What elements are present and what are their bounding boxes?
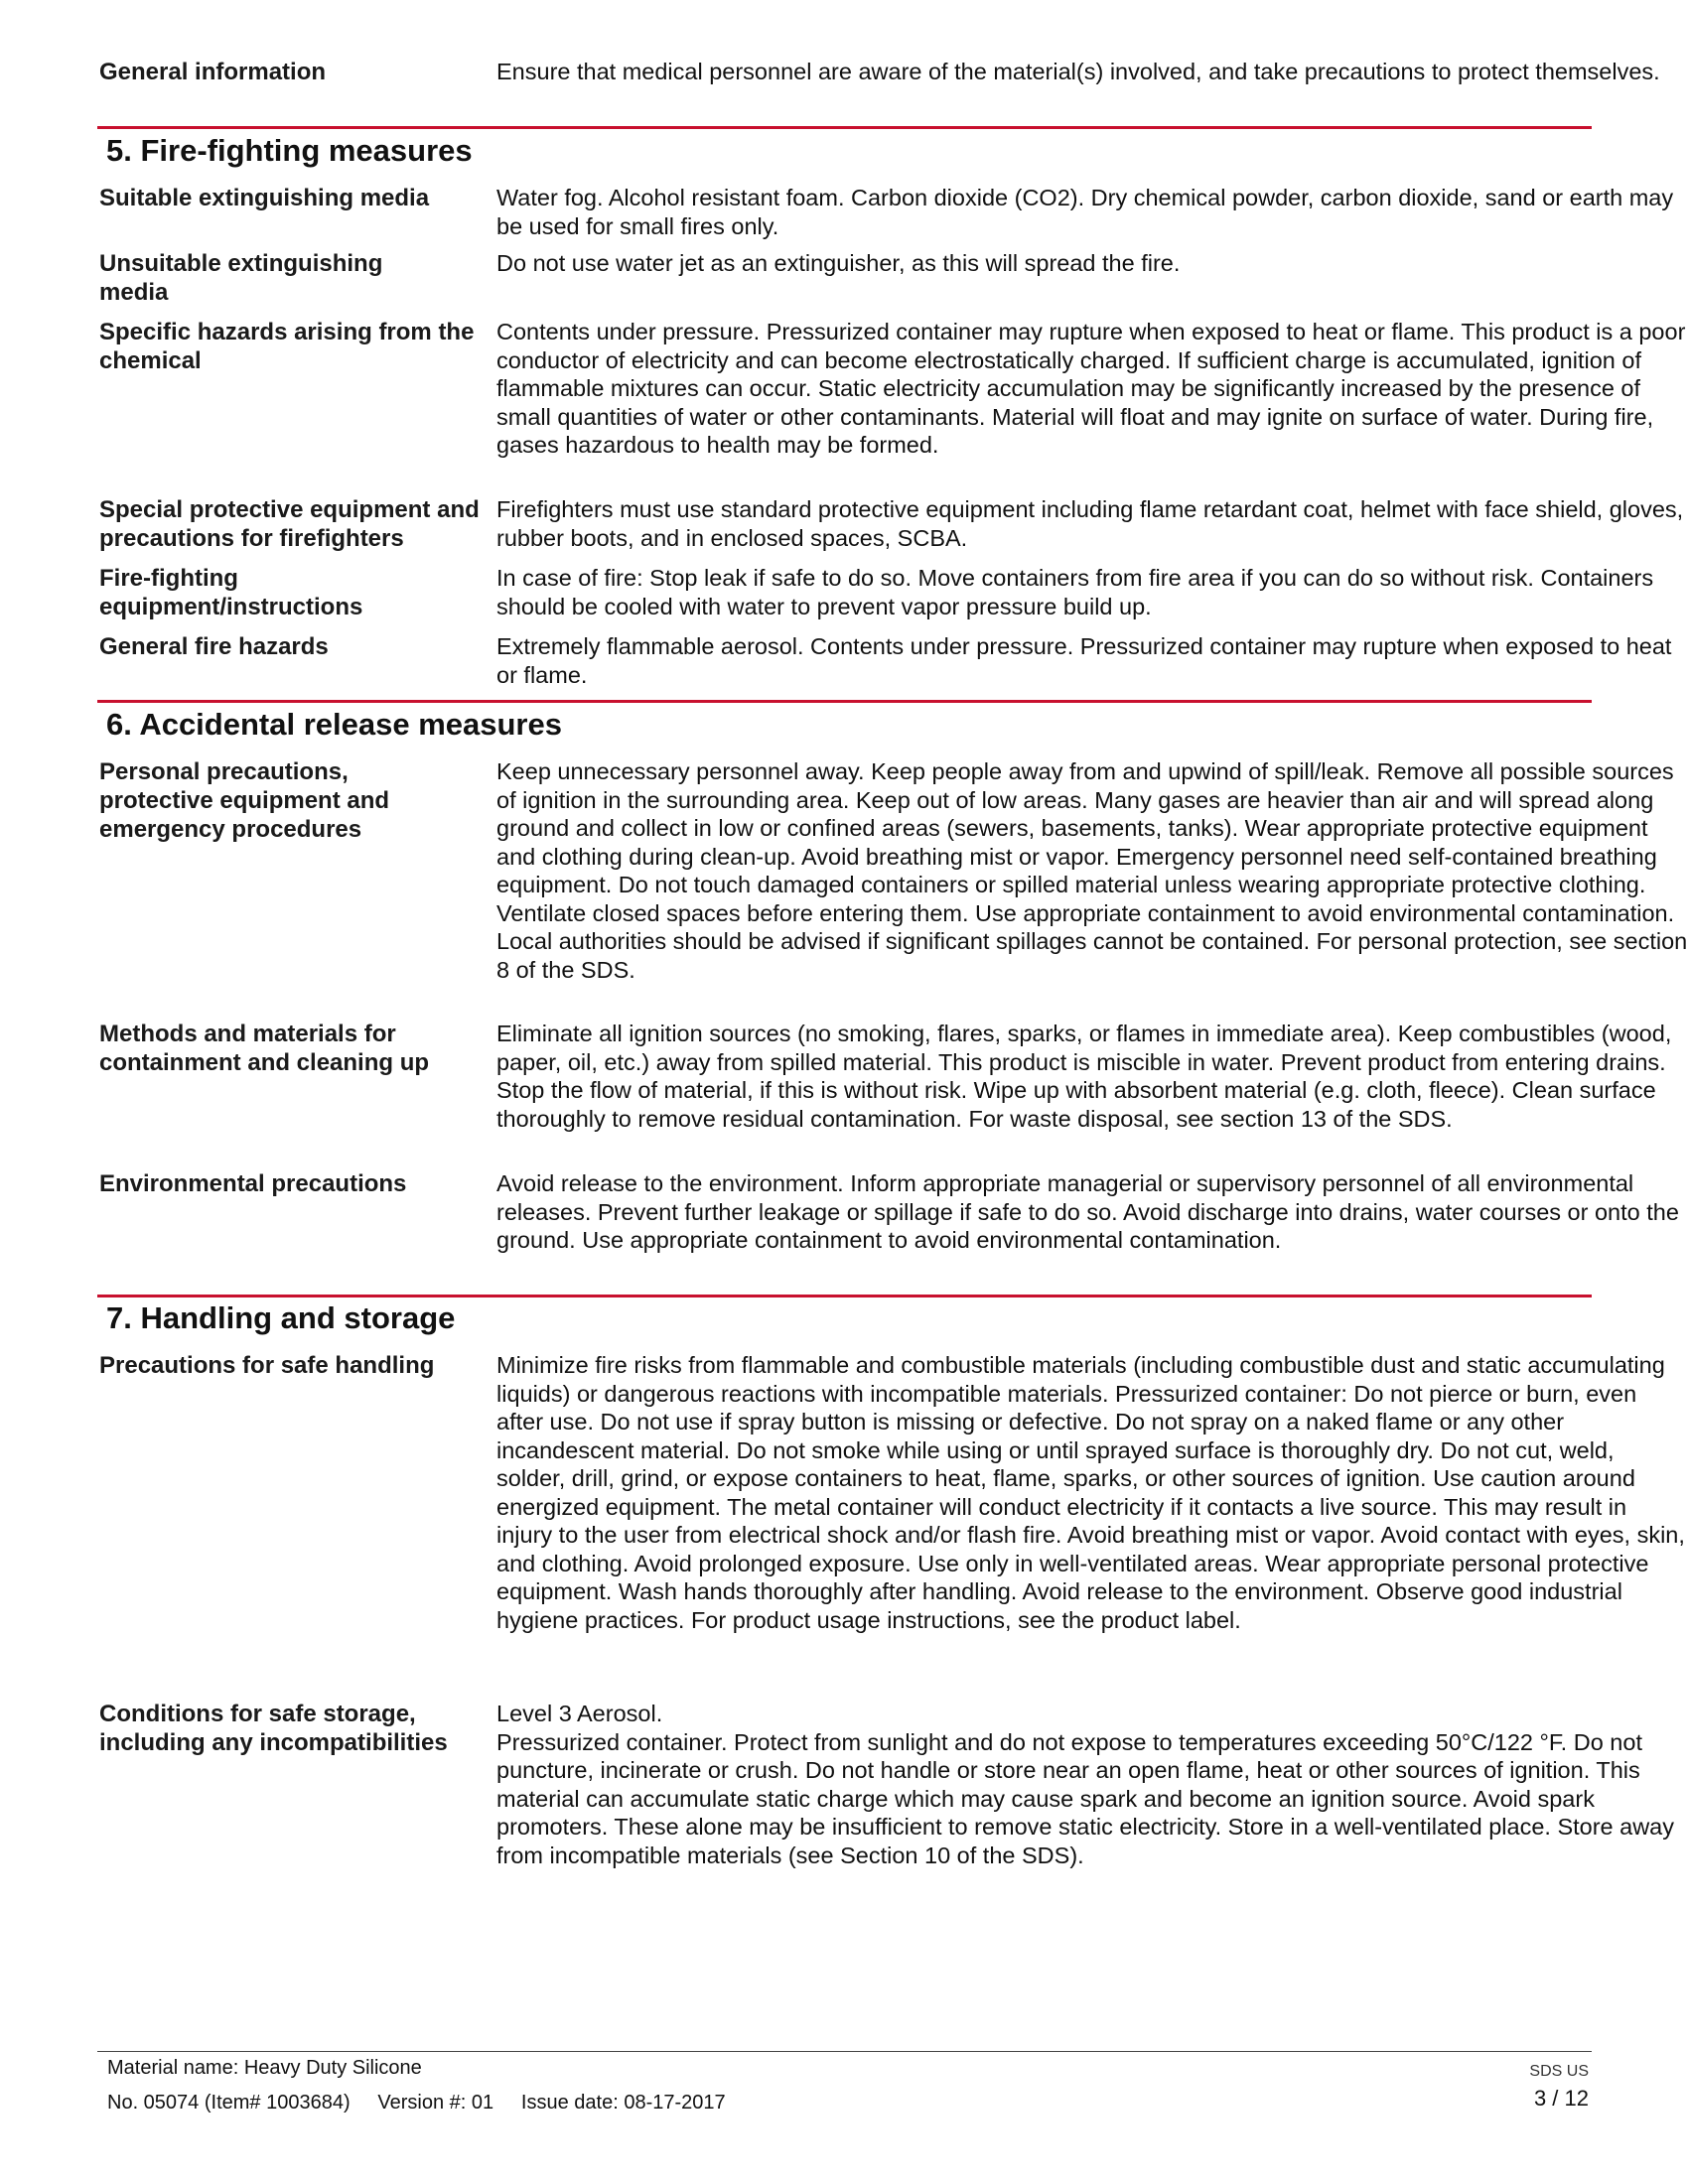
row-label: Personal precautions, protective equipment and emergency procedures [99, 758, 390, 843]
section-6-title: 6. Accidental release measures [106, 707, 562, 742]
row-label: Fire-fighting equipment/instructions [99, 565, 363, 620]
row-text: Eliminate all ignition sources (no smoking, flares, sparks, or flames in immediate area). Keep combustibles (wood, paper, oil, etc.) away from spilled material. This product is miscible in water. Prevent product from entering drains. Stop the flow of material, if this is without risk. Wipe up with absorbent material (e.g. cloth, fleece). Clean surface thoroughly to remove residual contamination. For waste disposal, see section 13 of the SDS. [496, 1021, 1672, 1132]
row-text: Ensure that medical personnel are aware of the material(s) involved, and take precautions to protect themselves. [496, 59, 1660, 84]
row-text-continued: Pressurized container. Protect from sunlight and do not expose to temperatures exceeding 50°C/122 °F. Do not puncture, incinerate or crush. Do not handle or store near an open flame, heat or other sources of ignition. This material can accumulate static charge which may cause spark and become an ignition source. Avoid spark promoters. These alone may be insufficient to remove static electricity. Store in a well-ventilated place. Store away from incompatible materials (see Section 10 of the SDS). [496, 1728, 1675, 1868]
row-label: Conditions for safe storage, including any incompatibilities [99, 1701, 448, 1756]
row-text: Keep unnecessary personnel away. Keep people away from and upwind of spill/leak. Remove all possible sources of ignition in the surrounding area. Keep out of low areas. Many gases are heavier than air and will spread along ground and collect in low or confined areas (sewers, basements, tanks). Wear appropriate protective equipment and clothing during clean-up. Avoid breathing mist or vapor. Emergency personnel need self-contained breathing equipment. Do not touch damaged containers or spilled material unless wearing appropriate protective clothing. Ventilate closed spaces before entering them. Use appropriate containment to avoid environmental contamination. Local authorities should be advised if significant spillages cannot be contained. For personal protection, see section 8 of the SDS. [496, 758, 1688, 983]
footer-divider [97, 2051, 1592, 2052]
row-label: Environmental precautions [99, 1170, 407, 1197]
footer-sds-label: SDS US [1529, 2063, 1589, 2080]
row-label: Specific hazards arising from the chemical [99, 319, 475, 374]
row-text: Level 3 Aerosol. [496, 1701, 663, 1726]
row-label: Suitable extinguishing media [99, 185, 430, 211]
section-divider [97, 1295, 1592, 1297]
row-text: Firefighters must use standard protective equipment including flame retardant coat, helmet with face shield, gloves, rubber boots, and in enclosed spaces, SCBA. [496, 496, 1684, 551]
footer-page-number: 3 / 12 [1533, 2086, 1589, 2111]
section-7-title: 7. Handling and storage [106, 1300, 456, 1335]
row-text: Extremely flammable aerosol. Contents under pressure. Pressurized container may rupture when exposed to heat or flame. [496, 633, 1672, 688]
row-text: Do not use water jet as an extinguisher, as this will spread the fire. [496, 250, 1181, 276]
section-divider [97, 700, 1592, 703]
footer-document-info: No. 05074 (Item# 1003684) Version #: 01 Issue date: 08-17-2017 [107, 2092, 726, 2114]
row-text-group [496, 1700, 1688, 1869]
row-text: Minimize fire risks from flammable and combustible materials (including combustible dust and static accumulating liquids) or dangerous reactions with incompatible materials. Pressurized container: Do not pierce or burn, even after use. Do not use if spray button is missing or defective. Do not spray on a naked flame or any other incandescent material. Do not smoke while using or until sprayed surface is thoroughly dry. Do not cut, weld, solder, drill, grind, or expose containers to heat, flame, sparks, or other sources of ignition. Use caution around energized equipment. The metal container will conduct electricity if it contacts a live source. This may result in injury to the user from electrical shock and/or flash fire. Avoid breathing mist or vapor. Avoid contact with eyes, skin, and clothing. Avoid prolonged exposure. Use only in well-ventilated areas. Wear appropriate personal protective equipment. Wash hands thoroughly after handling. Avoid release to the environment. Observe good industrial hygiene practices. For product usage instructions, see the product label. [496, 1352, 1685, 1633]
row-text: Contents under pressure. Pressurized container may rupture when exposed to heat or flame. This product is a poor conductor of electricity and can become electrostatically charged. If sufficient charge is accumulated, ignition of flammable mixtures can occur. Static electricity accumulation may be significantly increased by the presence of small quantities of water or other contaminants. Material will float and may ignite on surface of water. During fire, gases hazardous to health may be formed. [496, 319, 1686, 458]
row-label: Methods and materials for containment and cleaning up [99, 1021, 430, 1076]
row-text: In case of fire: Stop leak if safe to do so. Move containers from fire area if you can do so without risk. Containers should be cooled with water to prevent vapor pressure build up. [496, 565, 1654, 619]
row-label: Precautions for safe handling [99, 1352, 435, 1379]
section-divider [97, 126, 1592, 129]
row-label: General fire hazards [99, 633, 329, 660]
row-text: Water fog. Alcohol resistant foam. Carbon dioxide (CO2). Dry chemical powder, carbon dioxide, sand or earth may be used for small fires only. [496, 185, 1674, 239]
row-text: Avoid release to the environment. Inform appropriate managerial or supervisory personnel of all environmental releases. Prevent further leakage or spillage if safe to do so. Avoid discharge into drains, water courses or onto the ground. Use appropriate containment to avoid environmental contamination. [496, 1170, 1679, 1253]
row-label: Unsuitable extinguishing media [99, 250, 383, 306]
row-label: General information [99, 59, 327, 85]
footer-material-name: Material name: Heavy Duty Silicone [107, 2057, 422, 2079]
row-label: Special protective equipment and precautions for firefighters [99, 496, 480, 552]
section-5-title: 5. Fire-fighting measures [106, 133, 473, 168]
